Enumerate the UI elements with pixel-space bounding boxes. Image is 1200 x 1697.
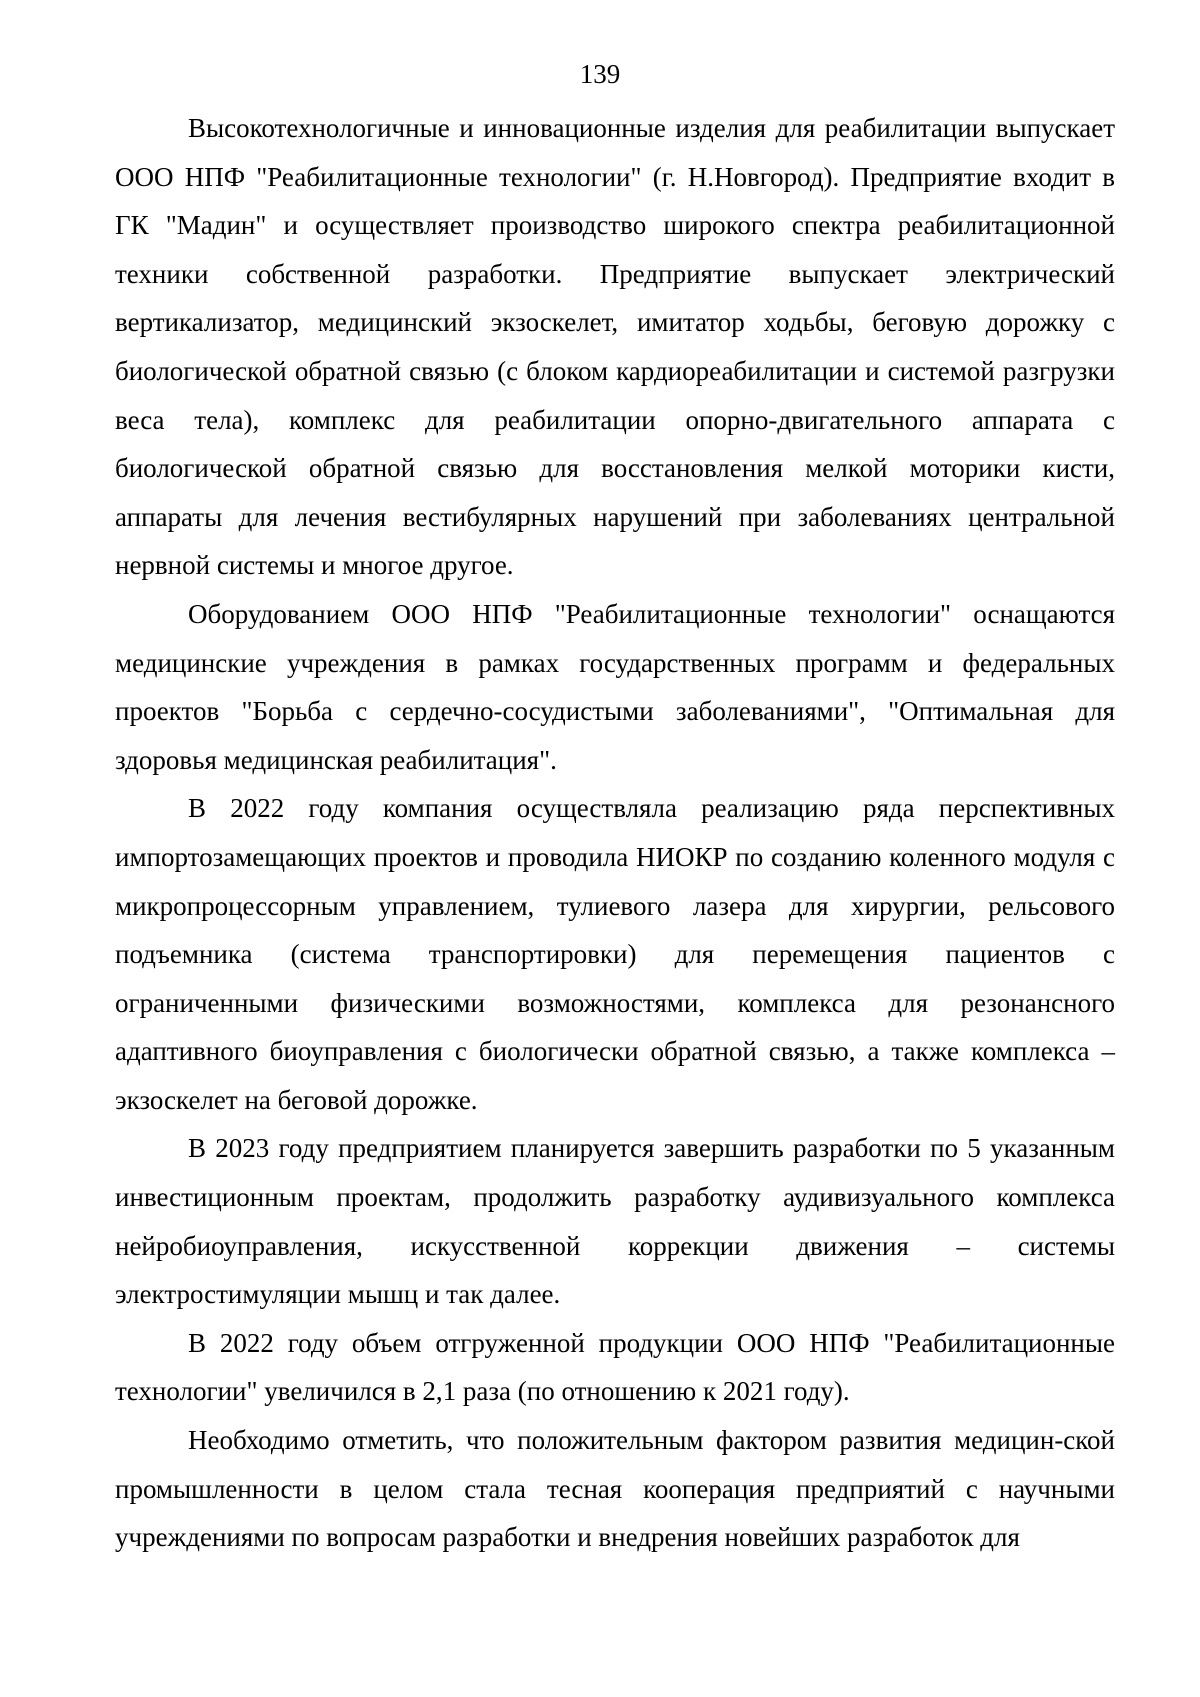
paragraph-2023-plans: В 2023 году предприятием планируется завершить разработки по 5 указанным инвестиционным проектам, продолжить разработку аудивизуального комплекса нейробиоуправления, искусственной коррекции движения – системы электростимуляции мышц и так далее. xyxy=(115,1133,1115,1310)
paragraph-2022-projects: В 2022 году компания осуществляла реализацию ряда перспективных импортозамещающих проектов и проводила НИОКР по созданию коленного модуля с микропроцессорным управлением, тулиевого лазера для хирургии, рельсового подъемника (система транспортировки) для перемещения пациентов с ограниченными физическими возможностями, комплекса для резонансного адаптивного биоуправления с биологически обратной связью, а также комплекса – экзоскелет на беговой дорожке. xyxy=(115,793,1115,1115)
paragraph-rehab-products: Высокотехнологичные и инновационные изделия для реабилитации выпускает ООО НПФ "Реабилитационные технологии" (г. Н.Новгород). Предприятие входит в ГК "Мадин" и осуществляет производство широкого спектра реабилитационной техники собственной разработки. Предприятие выпускает электрический вертикализатор, медицинский экзоскелет, имитатор ходьбы, беговую дорожку с биологической обратной связью (с блоком кардиореабилитации и системой разгрузки веса тела), комплекс для реабилитации опорно-двигательного аппарата с биологической обратной связью для восстановления мелкой моторики кисти, аппараты для лечения вестибулярных нарушений при заболеваниях центральной нервной системы и многое другое. xyxy=(115,113,1115,581)
document-body xyxy=(115,104,1115,1562)
paragraph-2022-shipments: В 2022 году объем отгруженной продукции ООО НПФ "Реабилитационные технологии" увеличился в 2,1 раза (по отношению к 2021 году). xyxy=(115,1327,1115,1407)
page-number: 139 xyxy=(579,59,621,89)
paragraph-equipment-programs: Оборудованием ООО НПФ "Реабилитационные технологии" оснащаются медицинские учреждения в рамках государственных программ и федеральных проектов "Борьба с сердечно-сосудистыми заболеваниями", "Оптимальная для здоровья медицинская реабилитация". xyxy=(115,598,1115,775)
paragraph-cooperation: Необходимо отметить, что положительным фактором развития медицин-ской промышленности в целом стала тесная кооперация предприятий с научными учреждениями по вопросам разработки и внедрения новейших разработок для xyxy=(115,1425,1115,1553)
